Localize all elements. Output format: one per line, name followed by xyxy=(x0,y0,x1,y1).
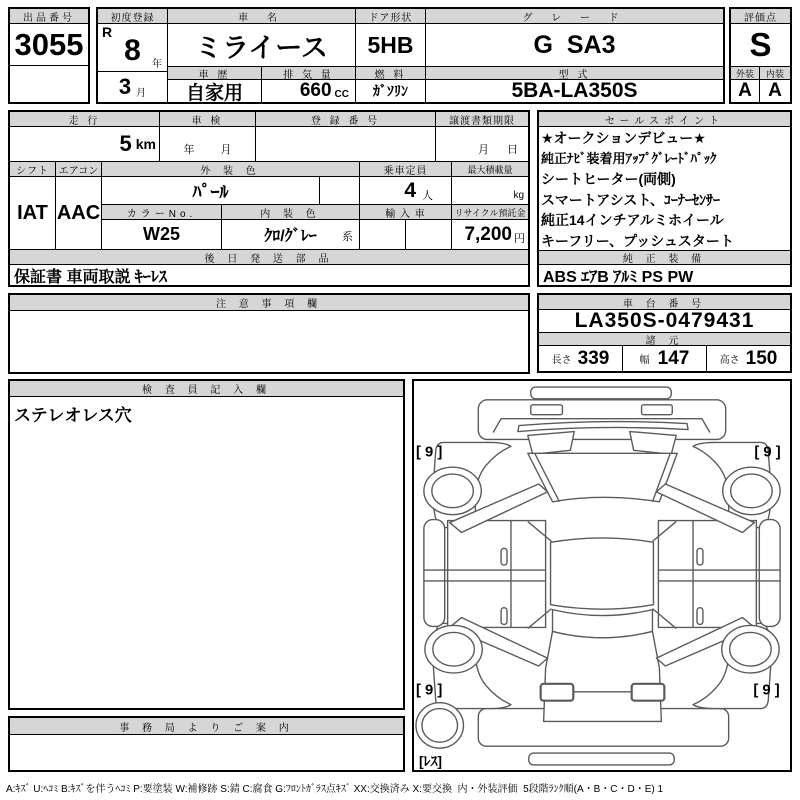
front-door-handle xyxy=(697,548,703,565)
door-shape-value: 5HB xyxy=(356,24,426,67)
exterior-color-label: 外 装 色 xyxy=(102,162,360,177)
front-bumper-slot-right xyxy=(642,405,673,415)
capacity-unit: 人 xyxy=(422,189,433,202)
interior-color-value-cell xyxy=(222,220,360,250)
exterior-color-empty-cell xyxy=(320,177,360,205)
grille-right xyxy=(630,432,677,455)
year-unit: 年 xyxy=(152,59,162,70)
right-side-panels xyxy=(652,442,780,708)
office-box xyxy=(8,716,405,772)
recycle-deposit-value: 7,200 xyxy=(464,223,512,245)
notes-label: 注 意 事 項 欄 xyxy=(10,295,528,311)
mileage-value: 5 xyxy=(119,131,132,156)
specs-label: 諸 元 xyxy=(539,333,790,346)
import-car-cell-1 xyxy=(360,220,406,250)
spec-length-value: 339 xyxy=(577,347,610,369)
damage-mark-front-right: [ 9 ] xyxy=(754,444,781,461)
sales-point-line: ★オークションデビュー★ xyxy=(541,130,706,146)
tail-light-left xyxy=(541,684,574,701)
first-registration-year: 8 xyxy=(124,33,141,67)
office-label: 事 務 局 よ り ご 案 内 xyxy=(10,718,403,735)
equipment-label: 純 正 装 備 xyxy=(539,250,790,265)
interior-grade-value: A xyxy=(768,80,782,101)
front-wheel-inner xyxy=(432,474,474,508)
info-table xyxy=(8,110,530,287)
damage-diagram-box xyxy=(412,379,792,772)
interior-grade-label: 内装 xyxy=(760,67,790,80)
first-registration-label: 初度登録 xyxy=(98,9,168,24)
side-sill xyxy=(759,520,780,627)
damage-legend: A:ｷｽﾞ U:ﾍｺﾐ B:ｷｽﾞを伴うﾍｺﾐ P:要塗装 W:補修跡 S:錆 C:腐食 G:ﾌﾛﾝﾄｶﾞﾗｽ点ｷｽﾞ XX:交換済み X:要交換 内・外装評価 5段階ﾗﾝｸ順(A・B・C・D・E) 1 xyxy=(6,784,664,795)
lot-number-label: 出品番号 xyxy=(10,9,88,24)
front-bumper-slot-left xyxy=(531,405,563,415)
transfer-deadline-label: 譲渡書類期限 xyxy=(436,112,528,127)
later-shipping-value: 保証書 車両取説 ｷｰﾚｽ xyxy=(14,268,167,285)
registration-no-label: 登 録 番 号 xyxy=(256,112,436,127)
color-no-label: カラーNo. xyxy=(102,205,222,220)
grade-label: グ レ ー ド xyxy=(426,9,723,24)
recycle-deposit-unit: 円 xyxy=(514,233,525,245)
chassis-label: 車 台 番 号 xyxy=(539,295,790,310)
side-sill xyxy=(424,520,445,627)
displacement-unit: CC xyxy=(334,89,349,100)
spec-height-label: 高さ xyxy=(719,355,740,366)
spec-length-cell xyxy=(539,346,623,371)
grille-left xyxy=(528,432,575,455)
max-load-label: 最大積載量 xyxy=(452,162,528,177)
max-load-value-cell xyxy=(452,177,528,205)
score-box xyxy=(729,7,792,104)
door-panel xyxy=(448,521,546,628)
model-code-label: 型 式 xyxy=(426,67,723,80)
recycle-deposit-label: リサイクル預託金 xyxy=(452,205,528,220)
notes-box xyxy=(8,293,530,374)
era-code: R xyxy=(102,24,113,40)
inspector-value: ステレオレス穴 xyxy=(14,406,132,423)
score-value: S xyxy=(731,24,790,67)
sales-points-label: セールスポイント xyxy=(539,112,790,127)
damage-mark-front-left: [ 9 ] xyxy=(415,444,443,461)
tail-light-right xyxy=(632,684,665,701)
transfer-day-unit: 日 xyxy=(507,144,518,156)
later-shipping-label: 後 日 発 送 部 品 xyxy=(10,250,528,265)
vehicle-header-box xyxy=(96,7,725,104)
mileage-label: 走 行 xyxy=(10,112,160,127)
car-diagram xyxy=(414,381,790,770)
lot-number-value: 3055 xyxy=(10,24,88,66)
front-bumper xyxy=(478,400,725,440)
model-code-value: 5BA-LA350S xyxy=(511,80,638,102)
spec-width-value: 147 xyxy=(657,347,690,369)
exterior-grade-label: 外装 xyxy=(731,67,760,80)
sales-point-line: 純正ﾅﾋﾞ装着用ｱｯﾌﾟｸﾞﾚｰﾄﾞﾊﾟｯｸ xyxy=(541,150,717,166)
lot-number-empty-cell xyxy=(10,66,88,102)
aircon-value: AAC xyxy=(56,177,102,250)
damage-mark-spare: [ﾚｽ] xyxy=(418,752,443,769)
rear-bottom-strip xyxy=(529,753,674,765)
first-registration-month-cell xyxy=(98,72,168,102)
rear-wheel-inner xyxy=(433,632,475,666)
month-unit: 月 xyxy=(136,87,147,99)
transfer-month-unit: 月 xyxy=(478,144,489,156)
car-name-label: 車 名 xyxy=(168,9,356,24)
history-label: 車 歴 xyxy=(168,67,262,80)
color-no-value: W25 xyxy=(102,220,222,250)
grade-value: G SA3 xyxy=(426,24,723,67)
fuel-value: ｶﾞｿﾘﾝ xyxy=(356,80,426,102)
front-wheel-inner xyxy=(731,474,773,508)
interior-color-label: 内 装 色 xyxy=(222,205,360,220)
lot-number-box xyxy=(8,7,90,104)
shift-label: シフト xyxy=(10,162,56,177)
office-value xyxy=(10,735,403,770)
recycle-deposit-value-cell xyxy=(452,220,528,250)
sales-point-line: スマートアシスト、ｺｰﾅｰｾﾝｻｰ xyxy=(541,191,721,208)
spare-tire-inner xyxy=(422,709,458,743)
chassis-value: LA350S-0479431 xyxy=(539,310,790,333)
damage-mark-rear-right: [ 9 ] xyxy=(753,682,780,699)
spec-height-value: 150 xyxy=(745,347,778,369)
rear-door-handle xyxy=(501,608,507,625)
import-car-label: 輸 入 車 xyxy=(360,205,452,220)
rear-window-strip xyxy=(553,610,653,638)
aircon-label: エアコン xyxy=(56,162,102,177)
displacement-value-cell xyxy=(262,80,356,102)
exterior-color-value: ﾊﾟｰﾙ xyxy=(102,177,320,205)
spec-length-label: 長さ xyxy=(551,355,572,366)
spec-width-cell xyxy=(623,346,707,371)
rear-door-handle xyxy=(697,608,703,625)
displacement-label: 排 気 量 xyxy=(262,67,356,80)
inspection-month-unit: 月 xyxy=(220,144,232,156)
first-registration-month: 3 xyxy=(118,74,132,99)
rear-wheel-inner xyxy=(730,632,772,666)
max-load-unit: kg xyxy=(513,190,524,201)
transfer-deadline-value-cell xyxy=(436,127,528,162)
displacement-value: 660 xyxy=(299,80,332,101)
history-value: 自家用 xyxy=(168,80,262,102)
inspection-value-cell xyxy=(160,127,256,162)
spec-width-label: 幅 xyxy=(639,355,650,366)
fuel-label: 燃 料 xyxy=(356,67,426,80)
first-registration-year-cell xyxy=(98,24,168,72)
import-car-cell-2 xyxy=(406,220,452,250)
sales-point-line: 純正14インチアルミホイール xyxy=(541,212,724,228)
door-shape-label: ドア形状 xyxy=(356,9,426,24)
tailgate xyxy=(544,631,662,721)
car-name-value: ミライース xyxy=(168,24,356,67)
chassis-box xyxy=(537,293,792,373)
sales-point-line: キーフリー、プッシュスタート xyxy=(541,232,734,249)
interior-color-value: ｸﾛ/ｸﾞﾚｰ xyxy=(264,228,317,245)
shift-value: IAT xyxy=(10,177,56,250)
roof xyxy=(551,538,654,609)
damage-mark-rear-left: [ 9 ] xyxy=(415,682,443,699)
sales-points-box xyxy=(537,110,792,287)
inspector-box xyxy=(8,379,405,710)
capacity-label: 乗車定員 xyxy=(360,162,452,177)
notes-value xyxy=(10,311,528,372)
score-label: 評価点 xyxy=(731,9,790,24)
mileage-unit: km xyxy=(135,136,156,152)
front-door-handle xyxy=(501,548,507,565)
door-panel xyxy=(658,521,756,628)
sales-point-line: シートヒーター(両側) xyxy=(541,171,676,187)
inspection-label: 車 検 xyxy=(160,112,256,127)
inspector-label: 検 査 員 記 入 欄 xyxy=(10,381,403,397)
capacity-value: 4 xyxy=(404,178,416,202)
inspection-year-unit: 年 xyxy=(183,144,195,156)
mileage-value-cell xyxy=(10,127,160,162)
exterior-grade-value: A xyxy=(731,80,760,102)
sales-points-body xyxy=(541,128,790,249)
front-top-strip xyxy=(531,387,672,399)
equipment-value: ABS ｴｱB ｱﾙﾐ PS PW xyxy=(543,268,694,285)
left-side-panels xyxy=(424,442,552,708)
interior-color-suffix: 系 xyxy=(342,231,353,243)
capacity-value-cell xyxy=(360,177,452,205)
spec-height-cell xyxy=(707,346,790,371)
registration-no-value xyxy=(256,127,436,162)
